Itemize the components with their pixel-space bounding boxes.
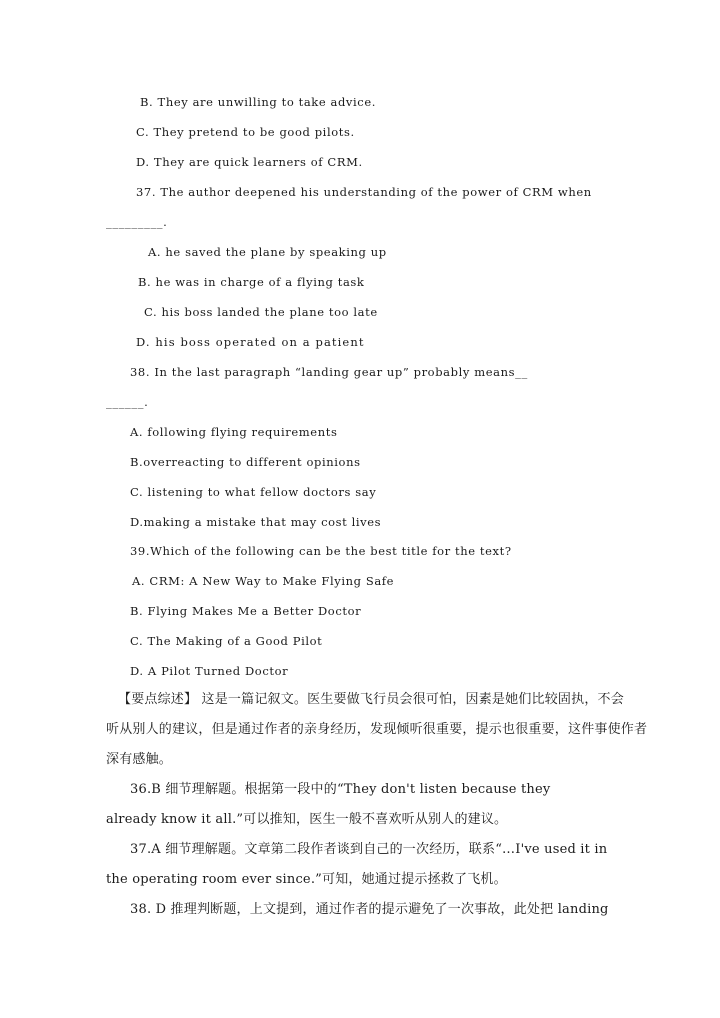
- answer-36-line-1: 36.B 细节理解题。根据第一段中的“They don't listen because they: [130, 782, 551, 797]
- option-39-b: B. Flying Makes Me a Better Doctor: [130, 604, 362, 618]
- question-38: 38. In the last paragraph “landing gear up” probably means__: [130, 365, 528, 379]
- answer-37-line-2: the operating room ever since.”可知，她通过提示拯救了飞机。: [106, 872, 507, 887]
- option-39-d: D. A Pilot Turned Doctor: [130, 664, 289, 678]
- option-39-c: C. The Making of a Good Pilot: [130, 634, 323, 648]
- option-39-a: A. CRM: A New Way to Make Flying Safe: [132, 574, 395, 588]
- option-36-b: B. They are unwilling to take advice.: [140, 95, 377, 109]
- question-37-blank: _________.: [106, 215, 168, 229]
- option-37-d: D. his boss operated on a patient: [136, 335, 365, 349]
- option-38-d: D.making a mistake that may cost lives: [130, 515, 382, 529]
- answer-37-line-1: 37.A 细节理解题。文章第二段作者谈到自己的一次经历，联系“…I've used it in: [130, 842, 608, 857]
- option-38-c: C. listening to what fellow doctors say: [130, 485, 377, 499]
- answer-36-line-2: already know it all.”可以推知，医生一般不喜欢听从别人的建议。: [106, 812, 508, 827]
- option-38-a: A. following flying requirements: [130, 425, 338, 439]
- option-38-b: B.overreacting to different opinions: [130, 455, 361, 469]
- option-36-d: D. They are quick learners of CRM.: [136, 155, 363, 169]
- summary-line-2: 听从别人的建议，但是通过作者的亲身经历，发现倾听很重要，提示也很重要，这件事使作者: [106, 722, 648, 737]
- question-38-blank: ______.: [106, 395, 149, 409]
- question-39: 39.Which of the following can be the best title for the text?: [130, 544, 512, 558]
- answer-38-line-1: 38. D 推理判断题，上文提到，通过作者的提示避免了一次事故，此处把 landing: [130, 902, 609, 917]
- option-37-b: B. he was in charge of a flying task: [138, 275, 365, 289]
- option-36-c: C. They pretend to be good pilots.: [136, 125, 355, 139]
- option-37-a: A. he saved the plane by speaking up: [148, 245, 387, 259]
- summary-heading-line: 【要点综述】 这是一篇记叙文。医生要做飞行员会很可怕，因素是她们比较固执，不会: [118, 692, 624, 707]
- option-37-c: C. his boss landed the plane too late: [144, 305, 378, 319]
- question-37: 37. The author deepened his understanding of the power of CRM when: [136, 185, 592, 199]
- summary-line-3: 深有感触。: [106, 752, 173, 767]
